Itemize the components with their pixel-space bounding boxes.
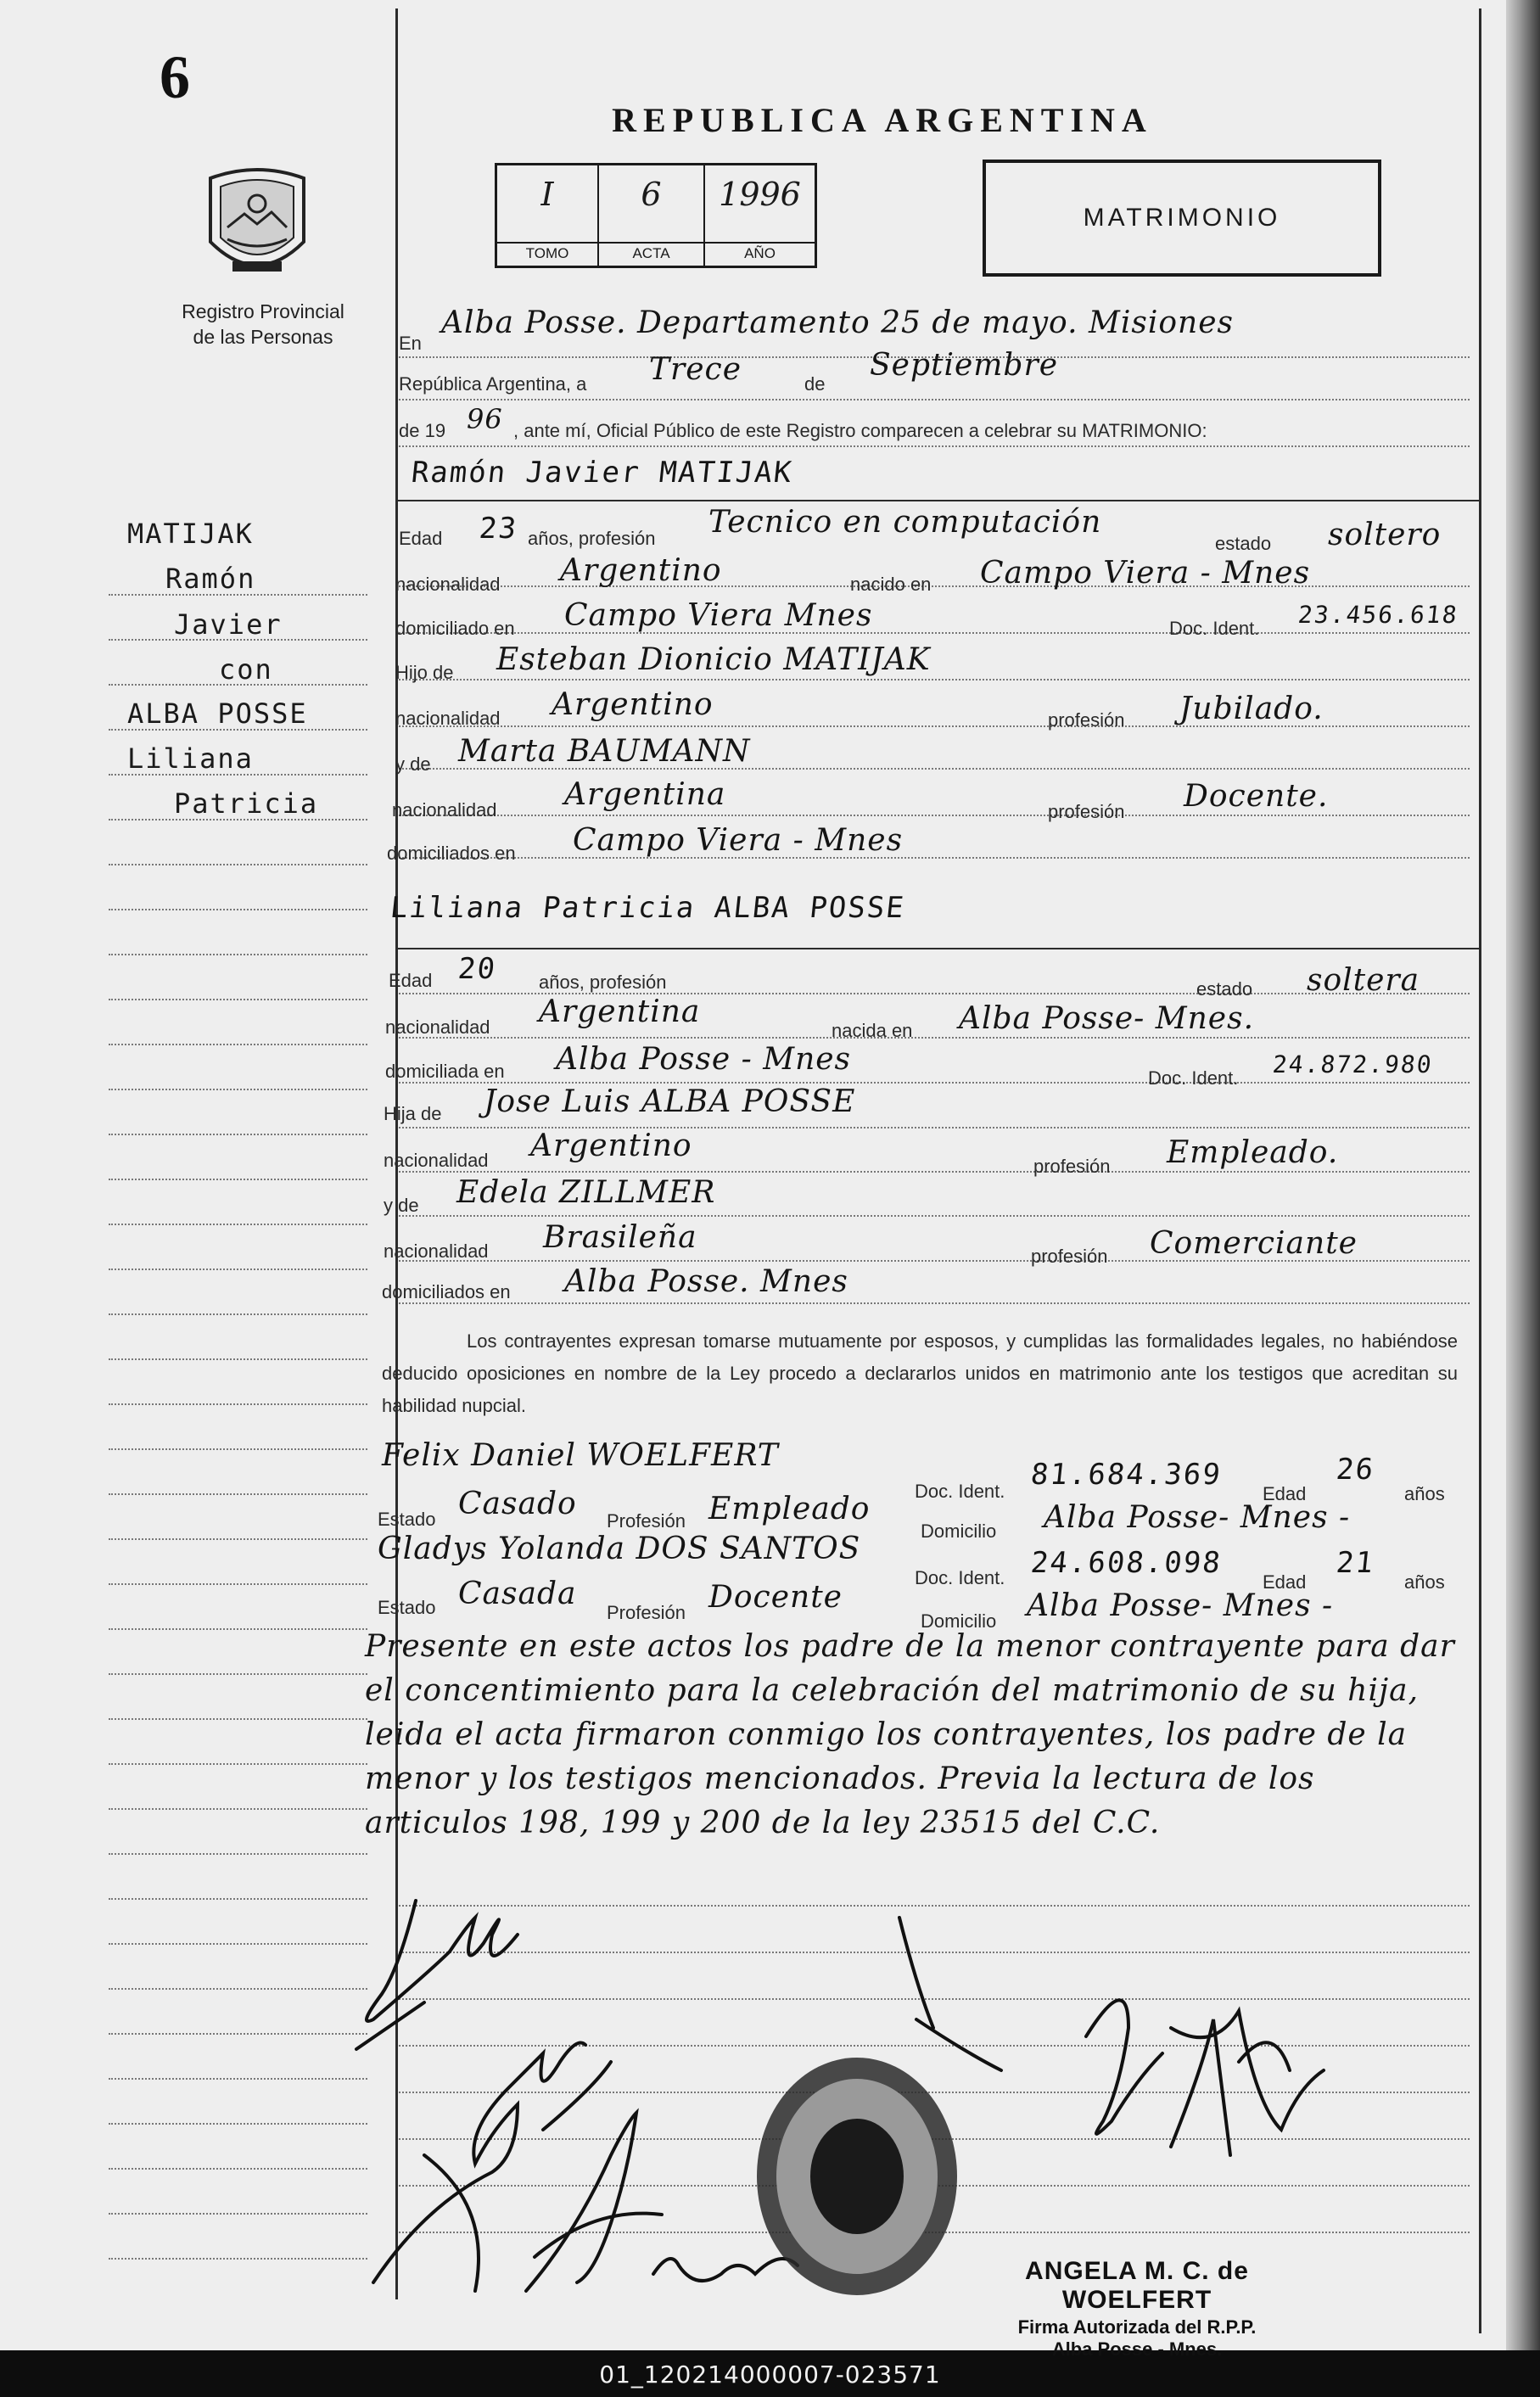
groom-age: 23 <box>477 512 520 546</box>
label-bride-father-profesion: profesión <box>1033 1156 1111 1177</box>
label-father-nacionalidad: nacionalidad <box>395 708 501 729</box>
signature-2 <box>373 2043 611 2292</box>
margin-ruled-line <box>109 1224 367 1225</box>
label-father-profesion: profesión <box>1048 709 1125 731</box>
groom-father-nationality: Argentino <box>552 687 714 722</box>
official-stamp-text <box>959 2257 1315 2361</box>
label-domiciliados-en: domiciliados en <box>387 843 516 864</box>
official-seal-icon <box>757 2058 957 2295</box>
label-bride-domiciliados-en: domiciliados en <box>382 1281 511 1302</box>
label-w2-doc-ident: Doc. Ident. <box>915 1567 1005 1588</box>
margin-ruled-line <box>109 1179 367 1180</box>
stamp-line-1: ANGELA M. C. de WOELFERT <box>1025 2257 1249 2314</box>
tomo-cell <box>497 165 599 266</box>
label-bride-estado: estado <box>1196 978 1253 1000</box>
label-hija-de: Hija de <box>384 1103 442 1124</box>
groom-nationality: Argentino <box>560 553 722 588</box>
label-w1-domicilio: Domicilio <box>921 1521 997 1542</box>
label-hijo-de: Hijo de <box>395 662 454 683</box>
groom-mother-nationality: Argentina <box>564 777 726 812</box>
margin-name-line: ALBA POSSE <box>127 697 308 730</box>
margin-ruled-line <box>109 999 367 1000</box>
label-w1-profesion: Profesión <box>607 1510 686 1532</box>
label-bride-father-nacionalidad: nacionalidad <box>384 1150 489 1171</box>
margin-ruled-line <box>109 1358 367 1360</box>
groom-profession: Tecnico en computación <box>708 505 1102 540</box>
label-nacida-en: nacida en <box>832 1020 913 1041</box>
witness-2-name: Gladys Yolanda DOS SANTOS <box>378 1532 861 1566</box>
margin-name-line: Ramón <box>165 563 256 595</box>
entry-ruled-line <box>399 445 1470 447</box>
label-mother-profesion: profesión <box>1048 801 1125 822</box>
signature-4 <box>899 1918 1001 2070</box>
bride-age: 20 <box>456 952 499 986</box>
acta-value: 6 <box>641 176 662 213</box>
label-bride-nacionalidad: nacionalidad <box>385 1016 490 1038</box>
page-title: REPUBLICA ARGENTINA <box>612 101 1153 139</box>
margin-name-line: Patricia <box>174 787 319 820</box>
entry-ruled-line <box>399 399 1470 400</box>
entry-ruled-line <box>399 1037 1470 1039</box>
document-type: MATRIMONIO <box>1083 204 1281 232</box>
label-estado: estado <box>1215 533 1272 554</box>
signature-6 <box>1171 2019 1290 2155</box>
bride-parents-domicile: Alba Posse. Mnes <box>564 1264 848 1299</box>
witness-2-profession: Docente <box>708 1580 843 1615</box>
witness-2-status: Casada <box>458 1577 577 1611</box>
entry-ruled-line <box>399 1215 1470 1217</box>
groom-domicile: Campo Viera Mnes <box>564 598 873 633</box>
margin-ruled-line <box>109 1448 367 1450</box>
marriage-month: Septiembre <box>870 348 1058 383</box>
groom-mother: Marta BAUMANN <box>458 734 751 769</box>
groom-father: Esteban Dionicio MATIJAK <box>496 642 931 677</box>
margin-ruled-line <box>109 1763 367 1765</box>
groom-parents-domicile: Campo Viera - Mnes <box>573 823 904 858</box>
witness-2-age: 21 <box>1334 1546 1377 1580</box>
margin-ruled-line <box>109 1538 367 1540</box>
margin-ruled-line <box>109 1673 367 1675</box>
handwritten-notes: Presente en este actos los padre de la menor contrayente para dar el concentimiento para la celebración del matrimonio de su hija, leida el acta firmaron conmigo los contrayentes, los padre de la menor y los testigos mencionados. Previa la lectura de los articulos 198, 199 y 200 de la ley 23515 del C.C. <box>365 1629 1455 1840</box>
bride-domicile: Alba Posse - Mnes <box>556 1042 852 1077</box>
acta-cell <box>599 165 705 266</box>
image-id: 01_120214000007-023571 <box>599 2361 941 2389</box>
margin-name-line: con <box>219 653 273 686</box>
groom-doc: 23.456.618 <box>1296 601 1460 629</box>
margin-ruled-line <box>109 1808 367 1810</box>
label-domiciliada-en: domiciliada en <box>385 1061 505 1082</box>
bride-father-profession: Empleado. <box>1167 1135 1339 1170</box>
registration-box <box>495 163 817 268</box>
margin-ruled-line <box>109 1583 367 1585</box>
witness-2-doc: 24.608.098 <box>1028 1546 1224 1580</box>
entry-ruled-line <box>399 857 1470 859</box>
margin-ruled-line <box>109 1269 367 1270</box>
margin-name-line: Liliana <box>127 742 254 775</box>
groom-name: Ramón Javier MATIJAK <box>409 456 795 490</box>
bride-birthplace: Alba Posse- Mnes. <box>959 1001 1255 1036</box>
bride-mother: Edela ZILLMER <box>456 1175 716 1210</box>
witness-1-profession: Empleado <box>708 1492 871 1526</box>
page-number: 6 <box>160 43 190 111</box>
entry-ruled-line <box>399 1082 1470 1084</box>
bride-mother-profession: Comerciante <box>1150 1226 1358 1261</box>
ano-value: 1996 <box>719 176 801 213</box>
entry-ruled-line <box>399 1302 1470 1304</box>
bride-separator <box>395 948 1481 949</box>
label-y-de: y de <box>395 753 431 775</box>
margin-ruled-line <box>109 1628 367 1630</box>
margin-ruled-line <box>109 864 367 865</box>
margin-ruled-line <box>109 954 367 955</box>
groom-birthplace: Campo Viera - Mnes <box>980 556 1311 591</box>
tomo-value: I <box>540 176 554 213</box>
margin-ruled-line <box>109 909 367 910</box>
groom-status: soltero <box>1328 518 1442 552</box>
entry-ruled-line <box>399 1171 1470 1173</box>
margin-ruled-line <box>109 1718 367 1720</box>
label-intro: , ante mí, Oficial Público de este Registro comparecen a celebrar su MATRIMONIO: <box>513 420 1207 441</box>
witness-1-status: Casado <box>458 1487 577 1521</box>
marriage-year: 96 <box>467 403 503 435</box>
stamp-line-2: Firma Autorizada del R.P.P. <box>1017 2316 1257 2338</box>
label-bride-doc-ident: Doc. Ident. <box>1148 1067 1239 1089</box>
acta-label: ACTA <box>599 242 703 262</box>
label-mother-nacionalidad: nacionalidad <box>392 799 497 820</box>
label-year-prefix: de 19 <box>399 420 446 441</box>
bride-status: soltera <box>1307 963 1420 998</box>
ano-label: AÑO <box>705 242 815 262</box>
label-w2-domicilio: Domicilio <box>921 1610 997 1632</box>
entry-ruled-line <box>399 679 1470 680</box>
signatures-area <box>322 1850 1425 2325</box>
label-w1-doc-ident: Doc. Ident. <box>915 1481 1005 1502</box>
label-w2-estado: Estado <box>378 1597 436 1618</box>
witness-2-domicile: Alba Posse- Mnes - <box>1027 1588 1334 1623</box>
groom-separator <box>395 500 1481 501</box>
bride-doc: 24.872.980 <box>1271 1050 1435 1078</box>
signature-7 <box>653 2259 798 2281</box>
registry-line-2: de las Personas <box>193 326 333 348</box>
margin-name-line: MATIJAK <box>127 518 254 550</box>
signature-1 <box>356 1901 518 2049</box>
declaration-paragraph <box>382 1325 1458 1422</box>
label-nacido-en: nacido en <box>850 574 932 595</box>
marriage-place: Alba Posse. Departamento 25 de mayo. Misiones <box>441 305 1234 340</box>
label-w2-profesion: Profesión <box>607 1602 686 1623</box>
signature-3 <box>526 2113 662 2291</box>
label-domiciliado-en: domiciliado en <box>395 618 515 639</box>
entry-ruled-line <box>399 632 1470 634</box>
label-bride-mother-nacionalidad: nacionalidad <box>384 1241 489 1262</box>
label-en: En <box>399 333 422 354</box>
margin-ruled-line <box>109 1403 367 1405</box>
label-w1-anos: años <box>1404 1483 1445 1504</box>
label-bride-y-de: y de <box>384 1195 419 1216</box>
ano-cell <box>705 165 815 266</box>
tomo-label: TOMO <box>497 242 597 262</box>
label-republica: República Argentina, a <box>399 373 587 395</box>
right-margin-line <box>1479 8 1481 2333</box>
province-seal-icon <box>202 161 312 284</box>
bride-name: Liliana Patricia ALBA POSSE <box>388 891 907 925</box>
entry-ruled-line <box>399 815 1470 816</box>
stamp-line-3: Alba Posse - Mnes. <box>1051 2338 1223 2360</box>
label-anos-profesion: años, profesión <box>528 528 656 549</box>
registry-name <box>136 299 390 350</box>
label-bride-anos-profesion: años, profesión <box>539 972 667 993</box>
bride-nationality: Argentina <box>539 994 701 1029</box>
label-w2-edad: Edad <box>1263 1571 1307 1593</box>
bride-father-nationality: Argentino <box>530 1128 692 1163</box>
label-w1-edad: Edad <box>1263 1483 1307 1504</box>
margin-ruled-line <box>109 1134 367 1135</box>
label-bride-edad: Edad <box>389 970 433 991</box>
marriage-day: Trece <box>649 352 742 387</box>
groom-mother-profession: Docente. <box>1184 779 1329 814</box>
witness-1-age: 26 <box>1334 1453 1377 1487</box>
label-edad: Edad <box>399 528 443 549</box>
margin-name-line: Javier <box>174 608 283 641</box>
label-doc-ident: Doc. Ident. <box>1169 618 1260 639</box>
bride-mother-nationality: Brasileña <box>543 1220 697 1255</box>
registry-line-1: Registro Provincial <box>182 300 344 322</box>
document-type-box <box>983 160 1381 277</box>
bride-father: Jose Luis ALBA POSSE <box>484 1084 856 1119</box>
label-de: de <box>804 373 826 395</box>
label-w1-estado: Estado <box>378 1509 436 1530</box>
label-w2-anos: años <box>1404 1571 1445 1593</box>
label-nacionalidad: nacionalidad <box>395 574 501 595</box>
label-bride-mother-profesion: profesión <box>1031 1246 1108 1267</box>
margin-ruled-line <box>109 1044 367 1045</box>
witness-1-domicile: Alba Posse- Mnes - <box>1044 1500 1351 1535</box>
margin-ruled-line <box>109 1493 367 1495</box>
margin-ruled-line <box>109 1089 367 1090</box>
page-edge <box>1506 0 1540 2350</box>
groom-father-profession: Jubilado. <box>1179 692 1324 726</box>
witness-1-doc: 81.684.369 <box>1028 1458 1224 1492</box>
witness-1-name: Felix Daniel WOELFERT <box>382 1438 779 1473</box>
margin-ruled-line <box>109 1313 367 1315</box>
declaration-text: Los contrayentes expresan tomarse mutuamente por esposos, y cumplidas las formalidades legales, no habiéndose deducido oposiciones en nombre de la Ley procedo a declararlos unidos en matrimonio ante los testigos que acreditan su habilidad nupcial. <box>382 1330 1458 1416</box>
